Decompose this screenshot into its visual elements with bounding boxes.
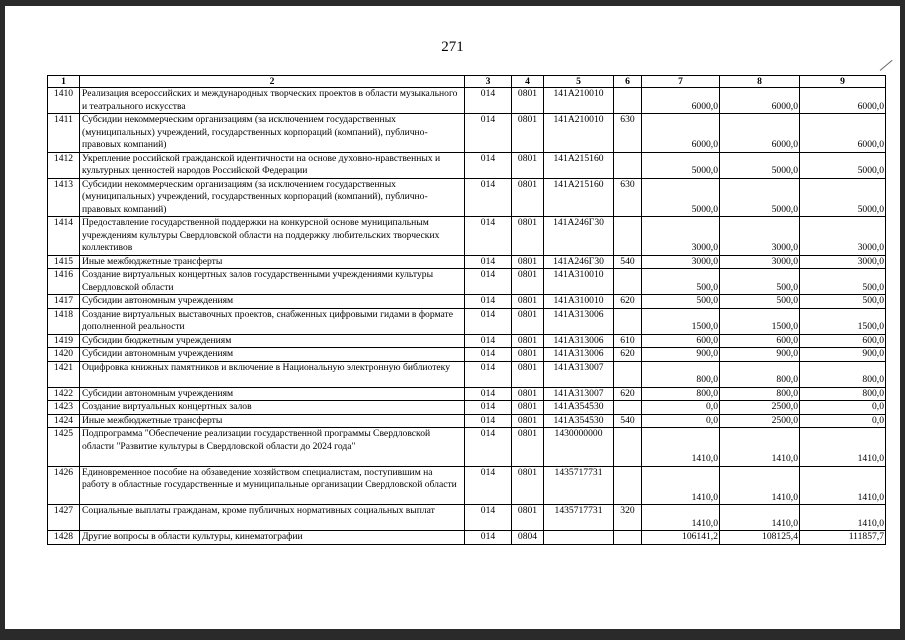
- amount-year-2: 500,0: [720, 269, 800, 295]
- amount-year-2: 800,0: [720, 361, 800, 387]
- table-row: [48, 269, 886, 295]
- amount-year-1: 6000,0: [642, 114, 720, 153]
- table-row: [48, 308, 886, 334]
- row-description: Единовременное пособие на обзаведение хозяйством специалистам, поступившим на работу в областные государственные и муниципальные организации Свердловской области: [80, 466, 465, 505]
- row-number: 1414: [48, 217, 80, 256]
- code-expense-type: 620: [614, 295, 642, 309]
- code-target-article: 141А313006: [544, 308, 614, 334]
- row-description: Субсидии бюджетным учреждениям: [80, 334, 465, 348]
- code-expense-type: 540: [614, 255, 642, 269]
- page-number: 271: [441, 39, 464, 55]
- amount-year-3: 111857,7: [800, 531, 886, 545]
- amount-year-3: 1410,0: [800, 505, 886, 531]
- amount-year-1: 5000,0: [642, 152, 720, 178]
- code-ministry: 014: [465, 531, 512, 545]
- amount-year-1: 800,0: [642, 387, 720, 401]
- amount-year-1: 3000,0: [642, 255, 720, 269]
- amount-year-2: 1410,0: [720, 428, 800, 467]
- row-number: 1415: [48, 255, 80, 269]
- amount-year-1: 1410,0: [642, 466, 720, 505]
- table-row: [48, 348, 886, 362]
- amount-year-3: 1410,0: [800, 466, 886, 505]
- code-target-article: 141А313007: [544, 361, 614, 387]
- code-section: 0801: [512, 269, 544, 295]
- row-number: 1421: [48, 361, 80, 387]
- amount-year-2: 1410,0: [720, 505, 800, 531]
- code-target-article: 141А313006: [544, 334, 614, 348]
- row-number: 1422: [48, 387, 80, 401]
- row-description: Оцифровка книжных памятников и включение в Национальную электронную библиотеку: [80, 361, 465, 387]
- code-section: 0801: [512, 295, 544, 309]
- code-expense-type: [614, 401, 642, 415]
- code-expense-type: 320: [614, 505, 642, 531]
- amount-year-1: 500,0: [642, 269, 720, 295]
- code-section: 0801: [512, 178, 544, 217]
- amount-year-2: 5000,0: [720, 152, 800, 178]
- code-ministry: 014: [465, 428, 512, 467]
- code-expense-type: [614, 308, 642, 334]
- row-number: 1413: [48, 178, 80, 217]
- code-expense-type: [614, 269, 642, 295]
- amount-year-3: 1500,0: [800, 308, 886, 334]
- scan-border-top: [0, 0, 905, 6]
- code-target-article: 141А210010: [544, 88, 614, 114]
- code-expense-type: 610: [614, 334, 642, 348]
- code-ministry: 014: [465, 466, 512, 505]
- table-row: [48, 428, 886, 467]
- budget-table: [47, 75, 886, 545]
- code-expense-type: [614, 428, 642, 467]
- amount-year-3: 0,0: [800, 414, 886, 428]
- code-target-article: 141А354530: [544, 401, 614, 415]
- row-description: Подпрограмма "Обеспечение реализации государственной программы Свердловской области "Развитие культуры в Свердловской области до 2024 года": [80, 428, 465, 467]
- code-expense-type: [614, 152, 642, 178]
- row-number: 1428: [48, 531, 80, 545]
- row-number: 1425: [48, 428, 80, 467]
- row-description: Другие вопросы в области культуры, кинематографии: [80, 531, 465, 545]
- code-section: 0801: [512, 348, 544, 362]
- code-section: 0801: [512, 308, 544, 334]
- code-section: 0801: [512, 361, 544, 387]
- code-expense-type: 620: [614, 348, 642, 362]
- scan-border-bottom: [0, 629, 905, 640]
- row-number: 1411: [48, 114, 80, 153]
- code-section: 0801: [512, 255, 544, 269]
- code-expense-type: [614, 531, 642, 545]
- table-row: [48, 387, 886, 401]
- row-description: Иные межбюджетные трансферты: [80, 414, 465, 428]
- row-description: Создание виртуальных концертных залов государственными учреждениями культуры Свердловской области: [80, 269, 465, 295]
- row-description: Субсидии некоммерческим организациям (за исключением государственных (муниципальных) учреждений, государственных корпораций (компаний), публично-правовых компаний): [80, 114, 465, 153]
- code-section: 0801: [512, 152, 544, 178]
- row-number: 1419: [48, 334, 80, 348]
- row-description: Субсидии автономным учреждениям: [80, 348, 465, 362]
- amount-year-1: 3000,0: [642, 217, 720, 256]
- code-section: 0801: [512, 217, 544, 256]
- amount-year-3: 6000,0: [800, 114, 886, 153]
- column-header: 6: [614, 76, 642, 88]
- amount-year-3: 800,0: [800, 361, 886, 387]
- amount-year-2: 900,0: [720, 348, 800, 362]
- code-target-article: 141А313007: [544, 387, 614, 401]
- code-expense-type: [614, 217, 642, 256]
- amount-year-2: 3000,0: [720, 217, 800, 256]
- amount-year-1: 5000,0: [642, 178, 720, 217]
- code-ministry: 014: [465, 255, 512, 269]
- amount-year-2: 6000,0: [720, 114, 800, 153]
- row-number: 1412: [48, 152, 80, 178]
- amount-year-3: 6000,0: [800, 88, 886, 114]
- amount-year-1: 106141,2: [642, 531, 720, 545]
- amount-year-2: 1410,0: [720, 466, 800, 505]
- code-section: 0801: [512, 466, 544, 505]
- table-row: [48, 217, 886, 256]
- column-header: 9: [800, 76, 886, 88]
- amount-year-1: 1410,0: [642, 505, 720, 531]
- code-ministry: 014: [465, 308, 512, 334]
- row-number: 1417: [48, 295, 80, 309]
- code-section: 0801: [512, 401, 544, 415]
- code-ministry: 014: [465, 334, 512, 348]
- table-row: [48, 88, 886, 114]
- code-target-article: 141А313006: [544, 348, 614, 362]
- code-ministry: 014: [465, 178, 512, 217]
- code-ministry: 014: [465, 505, 512, 531]
- amount-year-1: 500,0: [642, 295, 720, 309]
- amount-year-1: 900,0: [642, 348, 720, 362]
- scan-border-left: [0, 0, 5, 640]
- code-ministry: 014: [465, 361, 512, 387]
- amount-year-3: 1410,0: [800, 428, 886, 467]
- amount-year-2: 800,0: [720, 387, 800, 401]
- amount-year-3: 500,0: [800, 269, 886, 295]
- column-header: 3: [465, 76, 512, 88]
- code-target-article: 1435717731: [544, 505, 614, 531]
- column-header: 2: [80, 76, 465, 88]
- code-ministry: 014: [465, 217, 512, 256]
- amount-year-2: 600,0: [720, 334, 800, 348]
- amount-year-1: 800,0: [642, 361, 720, 387]
- table-row: [48, 255, 886, 269]
- code-ministry: 014: [465, 295, 512, 309]
- amount-year-2: 5000,0: [720, 178, 800, 217]
- code-section: 0801: [512, 114, 544, 153]
- table-row: [48, 505, 886, 531]
- code-ministry: 014: [465, 401, 512, 415]
- amount-year-1: 6000,0: [642, 88, 720, 114]
- code-ministry: 014: [465, 269, 512, 295]
- code-target-article: 1430000000: [544, 428, 614, 467]
- row-number: 1416: [48, 269, 80, 295]
- code-section: 0801: [512, 505, 544, 531]
- code-expense-type: 630: [614, 114, 642, 153]
- code-expense-type: [614, 88, 642, 114]
- amount-year-3: 5000,0: [800, 152, 886, 178]
- table-header-row: [48, 76, 886, 88]
- scan-border-right: [900, 0, 905, 640]
- row-description: Субсидии некоммерческим организациям (за исключением государственных (муниципальных) учреждений, государственных корпораций (компаний), публично-правовых компаний): [80, 178, 465, 217]
- row-number: 1410: [48, 88, 80, 114]
- code-ministry: 014: [465, 152, 512, 178]
- amount-year-3: 3000,0: [800, 255, 886, 269]
- row-description: Создание виртуальных выставочных проектов, снабженных цифровыми гидами в формате дополненной реальности: [80, 308, 465, 334]
- amount-year-3: 800,0: [800, 387, 886, 401]
- code-expense-type: 630: [614, 178, 642, 217]
- amount-year-2: 6000,0: [720, 88, 800, 114]
- table-row: [48, 178, 886, 217]
- code-target-article: 141А354530: [544, 414, 614, 428]
- code-ministry: 014: [465, 114, 512, 153]
- column-header: 8: [720, 76, 800, 88]
- column-header: 7: [642, 76, 720, 88]
- column-header: 5: [544, 76, 614, 88]
- amount-year-2: 1500,0: [720, 308, 800, 334]
- amount-year-3: 600,0: [800, 334, 886, 348]
- amount-year-2: 500,0: [720, 295, 800, 309]
- table-row: [48, 295, 886, 309]
- amount-year-3: 3000,0: [800, 217, 886, 256]
- amount-year-1: 1500,0: [642, 308, 720, 334]
- amount-year-3: 5000,0: [800, 178, 886, 217]
- table-row: [48, 114, 886, 153]
- row-description: Социальные выплаты гражданам, кроме публичных нормативных социальных выплат: [80, 505, 465, 531]
- row-description: Реализация всероссийских и международных творческих проектов в области музыкального и театрального искусства: [80, 88, 465, 114]
- amount-year-1: 1410,0: [642, 428, 720, 467]
- table-body: [48, 88, 886, 545]
- amount-year-3: 900,0: [800, 348, 886, 362]
- table-row: [48, 361, 886, 387]
- row-description: Иные межбюджетные трансферты: [80, 255, 465, 269]
- table-row: [48, 152, 886, 178]
- amount-year-3: 500,0: [800, 295, 886, 309]
- code-target-article: 141А215160: [544, 152, 614, 178]
- code-section: 0801: [512, 387, 544, 401]
- amount-year-1: 0,0: [642, 414, 720, 428]
- amount-year-1: 0,0: [642, 401, 720, 415]
- code-expense-type: 620: [614, 387, 642, 401]
- row-number: 1418: [48, 308, 80, 334]
- amount-year-2: 3000,0: [720, 255, 800, 269]
- amount-year-2: 2500,0: [720, 401, 800, 415]
- row-number: 1427: [48, 505, 80, 531]
- amount-year-2: 2500,0: [720, 414, 800, 428]
- row-number: 1426: [48, 466, 80, 505]
- code-target-article: 141А310010: [544, 295, 614, 309]
- row-description: Создание виртуальных концертных залов: [80, 401, 465, 415]
- code-target-article: 141А310010: [544, 269, 614, 295]
- code-section: 0804: [512, 531, 544, 545]
- code-section: 0801: [512, 334, 544, 348]
- table-row: [48, 531, 886, 545]
- code-expense-type: [614, 466, 642, 505]
- code-section: 0801: [512, 88, 544, 114]
- row-description: Предоставление государственной поддержки на конкурсной основе муниципальным учреждениям культуры Свердловской области на поддержку любительских творческих коллективов: [80, 217, 465, 256]
- code-ministry: 014: [465, 387, 512, 401]
- code-section: 0801: [512, 414, 544, 428]
- code-target-article: 141А215160: [544, 178, 614, 217]
- column-header: 4: [512, 76, 544, 88]
- table-row: [48, 414, 886, 428]
- row-number: 1420: [48, 348, 80, 362]
- table-row: [48, 334, 886, 348]
- code-target-article: [544, 531, 614, 545]
- table-row: [48, 401, 886, 415]
- code-ministry: 014: [465, 88, 512, 114]
- code-ministry: 014: [465, 348, 512, 362]
- code-expense-type: 540: [614, 414, 642, 428]
- row-number: 1424: [48, 414, 80, 428]
- code-section: 0801: [512, 428, 544, 467]
- code-target-article: 141А210010: [544, 114, 614, 153]
- code-target-article: 1435717731: [544, 466, 614, 505]
- row-description: Субсидии автономным учреждениям: [80, 387, 465, 401]
- column-header: 1: [48, 76, 80, 88]
- code-target-article: 141А246Г30: [544, 255, 614, 269]
- scan-edge-mark: [880, 60, 893, 71]
- amount-year-2: 108125,4: [720, 531, 800, 545]
- table-row: [48, 466, 886, 505]
- code-target-article: 141А246Г30: [544, 217, 614, 256]
- row-number: 1423: [48, 401, 80, 415]
- row-description: Субсидии автономным учреждениям: [80, 295, 465, 309]
- amount-year-1: 600,0: [642, 334, 720, 348]
- code-ministry: 014: [465, 414, 512, 428]
- amount-year-3: 0,0: [800, 401, 886, 415]
- code-expense-type: [614, 361, 642, 387]
- row-description: Укрепление российской гражданской идентичности на основе духовно-нравственных и культурных ценностей народов Российской Федерации: [80, 152, 465, 178]
